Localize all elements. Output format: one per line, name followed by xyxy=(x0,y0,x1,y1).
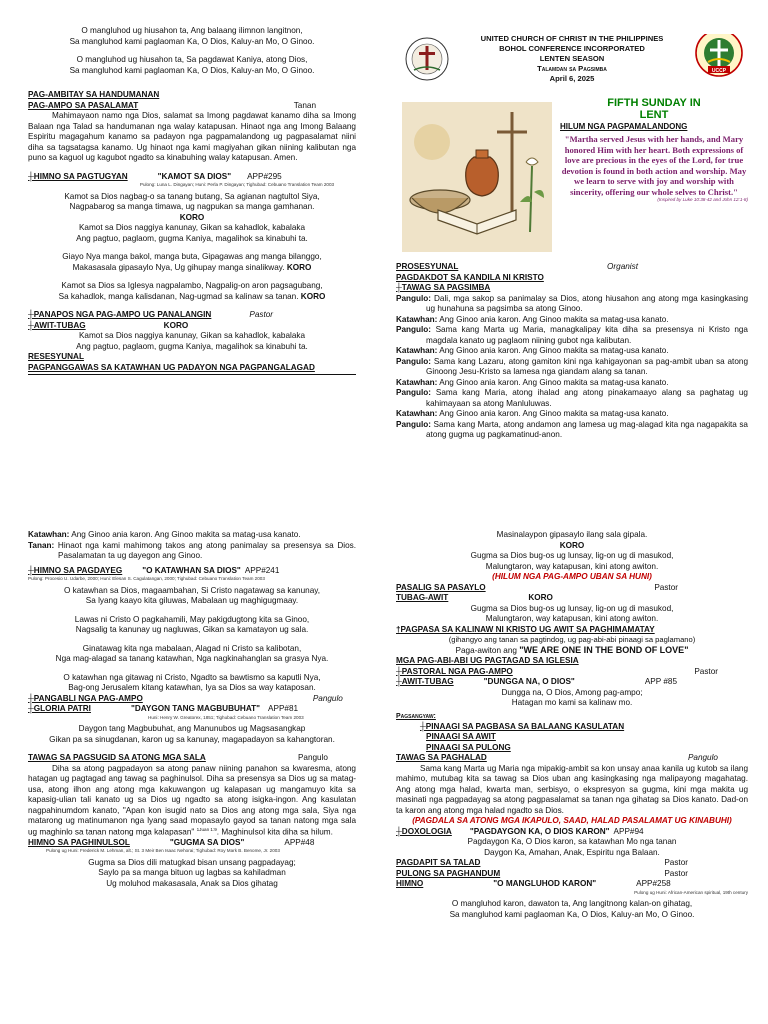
theme-quote: "Martha served Jesus with her hands, and Mary honored Him with her heart. Both expressions of love are precious in the eyes of the Lord, for true devotion is found in both action and worship. May we learn to serve with joy and worship with sincerity, offering our whole selves to Christ." xyxy=(561,134,747,197)
chorus-label: KORO xyxy=(286,262,312,272)
hymn-verse-line: Daygon tang Magbubuhat, ang Manunubos ug Magsasangkap xyxy=(78,724,306,733)
hymn-number: APP #85 xyxy=(644,677,677,687)
chorus-label: KORO xyxy=(179,212,205,222)
hymn-number: APP#48 xyxy=(284,837,315,847)
hymn-verse-line: Bag-ong Jerusalem kitang katawhan, Iya sa Dios sa way kataposan. xyxy=(68,683,316,692)
chorus-label: KORO xyxy=(528,593,553,602)
quote-source: (Inspired by Luke 10:38-42 and John 12:1-8) xyxy=(657,197,748,203)
leader-label: Pastor xyxy=(664,858,688,868)
hymn-verse-line: Malungtaron, way katapusan, kini atong awiton. xyxy=(485,561,659,571)
hymn-verse-line: Ug moluhod makasasala, Anak sa Dios gihatag xyxy=(106,878,278,888)
section-heading: ┼PANAPOS NGA PAG-AMPO UG PANALANGIN xyxy=(28,310,212,319)
section-heading: HIMNO SA PAGHINULSOL xyxy=(28,837,130,847)
section-heading: Pagsangyaw: xyxy=(396,712,436,720)
hymn-verse-line: Makasasala gipasaylo Nya, Ug gihupay manga sinalikway. xyxy=(72,262,285,272)
hymn-verse-line: Saylo pa sa manga bituon ug lagbas sa kahiladman xyxy=(98,868,286,878)
hymn-verse-line: O mangluhod karon, dawaton ta, Ang langitnong kalan-on gihatag, xyxy=(451,899,693,909)
sunday-title-line2: LENT xyxy=(639,108,669,121)
sermon-part: PINAAGI SA PULONG xyxy=(426,742,511,752)
section-heading: HIMNO xyxy=(396,879,424,889)
litany-line xyxy=(396,315,748,326)
instruction-note: (gihangyo ang tanan sa pagtindog, ug pag-abi-abi pinaagi sa paglamano) xyxy=(448,635,696,644)
hymn-verse-line: Gikan pa sa sinugdanan, karon ug sa kanunay, magapadayon sa kahangtoran. xyxy=(49,734,335,744)
hymn-verse-line: Gugma sa Dios dili matugkad bisan unsang pagpadayag; xyxy=(88,857,296,867)
offering-text: Sama kang Marta ug Maria nga mipakig-ambit sa kon unsay anaa kanila ug kutob sa ilang mahimo, mutubag kita sa tawag sa Dios uban ang kasingkasing nga malipayong magahatag. Ang atong mga halad, kwarta man, serbisyo, o ekspresyon sa gugma, kini mga makita ug masinati nga pagpadayag sa atong pagpasalamat sa tanan nga gihatag sa Dios kanato. Dad-on ta karon ang atong mga halad ngadto sa Dios. xyxy=(396,763,748,815)
response-text: Hinaot nga kami mahimong takos ang atong panimalay sa presensya sa Dios. Pasalamatan ta ug dayegon ang Ginoo. xyxy=(57,540,356,560)
hymn-title: "O MANGLUHOD KARON" xyxy=(493,879,597,889)
org-conference: BOHOL CONFERENCE INCORPORATED xyxy=(499,44,645,54)
chorus-label: KORO xyxy=(300,291,326,301)
litany-line xyxy=(396,378,748,389)
panel-top-left xyxy=(28,26,356,496)
hymn-number: APP#94 xyxy=(613,826,644,836)
hymn-verse-line: Lawas ni Cristo O pagkahamili, May pakigdugtong kita sa Ginoo, xyxy=(74,614,310,624)
call-to-worship-litany xyxy=(396,294,748,441)
hymn-verse-line: Ang pagtuo, paglaom, gugma Kaniya, magalihok sa kinabuhi ta. xyxy=(76,233,308,243)
section-heading: TUBAG-AWIT xyxy=(396,593,449,602)
hymn-verse-line: Nga mag-alagad sa tanang katawhan, Nga nagkinahanglan sa grasya Nya. xyxy=(55,654,329,663)
panel-top-right xyxy=(396,34,748,494)
hymn-verse-line: Nagsalig ta kanunay ug nagluwas, Gikan sa kamatayon ug sala. xyxy=(75,625,309,634)
litany-text: Ang Ginoo ania karon. Ang Ginoo makita sa matag-usa kanato. xyxy=(439,314,669,324)
hymn-number: APP#295 xyxy=(247,171,282,181)
speaker-label: Pangulo: xyxy=(396,419,432,429)
rubric-note: (PAGDALA SA ATONG MGA IKAPULO, SAAD, HALAD PASALAMAT UG KINABUHI) xyxy=(412,816,732,826)
hymn-verse-line: Daygon Ka, Amahan, Anak, Espiritu nga Balaan. xyxy=(484,847,660,857)
section-heading: ┼AWIT-TUBAG xyxy=(396,677,454,687)
leader-label: Pangulo xyxy=(687,753,718,763)
hymn-verse-line: Giayo Nya manga bakol, manga buta, Gipagawas ang manga bilanggo, xyxy=(62,252,322,261)
hymn-title: "O KATAWHAN SA DIOS" xyxy=(142,565,241,575)
leader-label: Pangulo xyxy=(297,753,328,762)
section-heading: PULONG SA PAGHANDUM xyxy=(396,868,501,878)
season-label: LENTEN SEASON xyxy=(539,54,605,64)
hymn-title: "PAGDAYGON KA, O DIOS KARON" xyxy=(469,826,610,836)
leader-label: Pastor xyxy=(249,310,274,319)
section-heading: RESESYUNAL xyxy=(28,352,84,361)
hymn-verse-line: Nagpabarog sa manga timawa, ug nagpukan sa manga gamhanan. xyxy=(69,202,315,211)
section-heading: ┼TAWAG SA PAGSIMBA xyxy=(396,283,491,292)
section-heading: ┼AWIT-TUBAG xyxy=(28,320,86,330)
conference-logo-text: UCCP xyxy=(711,68,727,74)
hymn-verse-line: Dungga na, O Dios, Among pag-ampo; xyxy=(501,687,643,697)
litany-text: Sama kang Marta, atong andamon ang lamesa ug mag-alagad kita nga nagapakita sa atong gugma ug pagkamatinud-anon. xyxy=(426,419,748,439)
speaker-label: Pangulo: xyxy=(396,388,432,397)
hymn-verse-line: Kamot sa Dios sa Iglesya nagpalambo, Nagpalig-on aron pagsagubang, xyxy=(61,281,323,290)
song-title: "WE ARE ONE IN THE BOND OF LOVE" xyxy=(519,644,689,655)
hymn-number: APP#258 xyxy=(636,879,671,889)
sunday-title-line1: FIFTH SUNDAY IN xyxy=(607,97,701,109)
hymn-title: "KAMOT SA DIOS" xyxy=(157,171,232,181)
sermon-part: PINAAGI SA AWIT xyxy=(426,732,496,742)
hymn-verse-line: O mangluhod ug hiusahon ta, Sa pagdawat Kaniya, atong Dios, xyxy=(76,55,308,64)
speaker-label: Katawhan: xyxy=(396,409,438,418)
leader-label: Pastor xyxy=(654,582,678,592)
hymn-verse-line: Ang pagtuo, paglaom, gugma Kaniya, magalihok sa kinabuhi ta. xyxy=(76,341,308,351)
section-heading: TAWAG SA PAGHALAD xyxy=(396,753,487,763)
hymn-verse-line: Hatagan mo kami sa kalinaw mo. xyxy=(511,698,633,708)
hymn-verse-line: O katawhan nga gitawag ni Cristo, Ngadto sa bawtismo sa kaputli Nya, xyxy=(63,672,321,682)
litany-line xyxy=(396,420,748,441)
hymn-verse-line: Malungtaron, way katapusan, kini atong awiton. xyxy=(485,614,659,623)
litany-line xyxy=(396,409,748,420)
litany-text: Dali, mga sakop sa panimalay sa Dios, atong hiusahon ang atong mga kasingkasing ug hunahuna sa pagsimba sa atong Ginoo. xyxy=(426,293,748,313)
org-name: UNITED CHURCH OF CHRIST IN THE PHILIPPINES xyxy=(480,34,664,43)
hymn-credits: Pulong ug Huni: African-American spiritual, 19th century xyxy=(634,889,748,895)
hymn-verse-line: O katawhan sa Dios, magaambahan, Si Cristo nagatawag sa kanunay, xyxy=(63,585,321,595)
litany-line xyxy=(396,325,748,346)
section-heading: PASALIG SA PASAYLO xyxy=(396,582,486,592)
section-heading: PROSESYUNAL xyxy=(396,262,459,271)
litany-text: Sama kang Lazaru, atong gamiton kini nga kahigayonan sa pag-ambit uban sa atong Ginoong Jesu-Kristo sa lamesa nga giandam alang sa tanan. xyxy=(426,356,748,376)
speaker-label: Katawhan: xyxy=(28,530,70,539)
hymn-verse-line: Kamot sa Dios naggiya kanunay, Gikan sa kahadlok, kabalaka xyxy=(78,331,306,340)
section-heading: PAG-AMPO SA PASALAMAT xyxy=(28,100,139,110)
section-heading: MGA PAG-ABI-ABI UG PAGTAGAD SA IGLESIA xyxy=(396,656,579,666)
section-heading: PAG-AMBITAY SA HANDUMANAN xyxy=(28,90,160,99)
scripture-reference: 1Juan 1:9 xyxy=(196,826,217,832)
lenten-artwork xyxy=(402,102,552,252)
hymn-verse-line: Masinalaypon gipasaylo ilang sala gipala. xyxy=(496,530,648,539)
hymn-verse-line: Pagdaygon Ka, O Dios karon, sa katawhan Mo nga tanan xyxy=(467,837,677,847)
litany-line xyxy=(396,388,748,409)
litany-text: Ang Ginoo ania karon. Ang Ginoo makita sa matag-usa kanato. xyxy=(439,409,669,418)
hymn-verse-line: Kamot sa Dios naggiya kanunay, Gikan sa kahadlok, kabalaka xyxy=(78,223,306,232)
litany-text: Ang Ginoo ania karon. Ang Ginoo makita sa matag-usa kanato. xyxy=(439,346,669,355)
hymn-verse-line: Kamot sa Dios nagbag-o sa tanang butang, Sa agianan nagtultol Siya, xyxy=(64,191,320,201)
speaker-label: Katawhan: xyxy=(396,377,438,387)
leader-label: Pastor xyxy=(664,868,688,878)
section-heading: PAGDAPIT SA TALAD xyxy=(396,858,481,868)
speaker-label: Tanan: xyxy=(28,540,55,550)
hymn-title: "DAYGON TANG MAGBUBUHAT" xyxy=(130,704,261,713)
section-heading: †PAGPASA SA KALINAW NI KRISTO UG AWIT SA PAGHIMAMATAY xyxy=(396,624,655,634)
hymn-credits: Huni: Henry W. Greatorex, 1851; Tighubad: Cebuano Translation Team 2003 xyxy=(148,714,304,720)
hymn-verse-line: Gugma sa Dios bug-os ug lunsay, lig-on ug di masukod, xyxy=(470,603,674,613)
hymn-title: "GUGMA SA DIOS" xyxy=(169,837,245,847)
hymn-verse-line: Sa mangluhod kami paglaoman Ka, O Dios, Kaluy-an Mo, O Ginoo. xyxy=(449,909,695,919)
litany-line xyxy=(396,294,748,315)
leader-label: Organist xyxy=(607,262,638,271)
service-date: April 6, 2025 xyxy=(549,74,595,84)
section-heading: HILUM NGA PAGPAMALANDONG xyxy=(560,122,688,132)
leader-label: Pastor xyxy=(694,666,718,676)
section-heading: ┼PASTORAL NGA PAG-AMPO xyxy=(396,666,513,676)
section-heading: ┼DOXOLOGIA xyxy=(396,826,452,836)
section-heading: ┼HIMNO SA PAGDAYEG xyxy=(28,565,123,575)
litany-line xyxy=(396,357,748,378)
speaker-label: Katawhan: xyxy=(396,346,438,355)
chorus-label: KORO xyxy=(163,320,189,330)
conference-logo xyxy=(694,34,744,78)
hymn-credits: Pulong ug Huni: Frederick M. Lehman, alt.; St. 3 Meir Ben Isaac Nehorai; Tighubad: Roy Mark B. Benome, Jr. 2003 xyxy=(46,848,280,854)
hymn-verse-line: Sa mangluhod kami paglaoman Ka, O Dios, Kaluy-an Mo, O Ginoo. xyxy=(69,36,315,46)
hymn-title: "DUNGGA NA, O DIOS" xyxy=(483,677,575,687)
hymn-verse-line: Sa lyang kaayo kita giluwas, Mabalaan ug maghigugmaay. xyxy=(85,596,299,605)
speaker-label: Pangulo: xyxy=(396,293,432,303)
response-text: Ang Ginoo ania karon. Ang Ginoo makita sa matag-usa kanato. xyxy=(71,530,301,539)
speaker-label: Katawhan: xyxy=(396,314,438,324)
rubric-note: (HILUM NGA PAG-AMPO UBAN SA HUNI) xyxy=(492,572,652,581)
sermon-part: ┼PINAAGI SA PAGBASA SA BALAANG KASULATAN xyxy=(420,721,625,731)
instruction-text: Paga-awiton ang xyxy=(455,645,517,655)
speaker-label: Pangulo: xyxy=(396,325,432,334)
speaker-label: Pangulo: xyxy=(396,356,432,366)
section-heading: ┼HIMNO SA PAGTUGYAN xyxy=(28,171,128,181)
hymn-number: APP#241 xyxy=(244,565,280,575)
leader-label: Tanan xyxy=(293,100,316,110)
hymn-number: APP#81 xyxy=(268,704,299,713)
hymn-verse-line: Sa mangluhod kami paglaoman Ka, O Dios, Kaluy-an Mo, O Ginoo. xyxy=(69,65,315,75)
hymn-credits: Pulong: Luna L. Dingayan; Huni: Perla P. Dingayan; Tighubad: Cebuano Translation Team 2003 xyxy=(139,182,335,187)
panel-bottom-left xyxy=(28,530,356,1000)
prayer-text: Mahimayaon namo nga Dios, salamat sa Imong pagdawat kanamo diha sa Imong Balaan nga Talad sa handumanan nga walay katapusan. Hinaot nga ang Imong Balaang Espiritu magagahum kanamo sa padayon nga pagpamalandong ug pagpasalamat niini diha sa tagsatagsa kanamo. Ug hinaot nga kami magiyahan gikan niining kalibutan nga puno sa kaguol ug kagubot ngadto sa kinabuhing walay katapusan. Amen. xyxy=(28,111,356,162)
hymn-credits: Pulong: Procesio U. Udarbe, 2000; Huni: Elesan S. Cagulatangan, 2000; Tighubad: Cebuano Translation Team 2003 xyxy=(28,576,265,581)
hymn-verse-line: Ginatawag kita nga mabalaan, Alagad ni Cristo sa kalibotan, xyxy=(82,643,302,653)
litany-text: Ang Ginoo ania karon. Ang Ginoo makita sa matag-usa kanato. xyxy=(439,377,669,387)
section-heading: PAGPANGGAWAS SA KATAWHAN UG PADAYON NGA PAGPANGALAGAD xyxy=(28,363,356,376)
hymn-verse-line: Sa kahadlok, manga kalisdanan, Nag-ugmad sa kalinaw sa tanan. xyxy=(58,291,299,301)
section-heading: ┼PANGABLI NGA PAG-AMPO xyxy=(28,693,143,703)
litany-text: Sama kang Maria, atong ihalad ang atong pinakamaayo alang sa paghatag ug kahimayaan sa atong Manluluwas. xyxy=(426,388,748,408)
hymn-verse-line: Gugma sa Dios bug-os ug lunsay, lig-on ug di masukod, xyxy=(470,551,674,560)
leader-label: Pangulo xyxy=(312,693,343,703)
section-heading: PAGDAKDOT SA KANDILA NI KRISTO xyxy=(396,272,544,282)
section-heading: TAWAG SA PAGSUGID SA ATONG MGA SALA xyxy=(28,753,206,762)
section-heading: ┼GLORIA PATRI xyxy=(28,704,91,713)
litany-text: Sama kang Marta ug Maria, managkalipay kita diha sa presensya ni Kristo nga magdala kanato ug paglaom niining gubot nga kalibutan. xyxy=(426,325,748,345)
confession-text: Diha sa atong pagpadayon sa atong panaw niining panahon sa kwaresma, atong hatagan ug pagtagad ang tawag sa paghinulsol. Diha sa presensya sa Dios ug sa matag-usa, atong ilhon ang atong mga kakuwangon ug kalapasan ug mangamuyo kita sa kapasig-ulian tali kanato ug sa Dios ug ngadto sa atong isigka-ingon. Ang kasulatan nagpahinumdom kanato, "Apan kon isugid nato sa Dios ang atong mga sala, Siya nga matarong ug matinumanon nga lyang saad mopasaylo gayod sa tanan natong mga sala ug maghinlo sa tanan natong mga kalapasan" $^{1Juan 1:9}$. Maghinulsol kita diha sa hilum. xyxy=(28,763,356,837)
litany-line xyxy=(396,346,748,357)
order-of-worship-label: Talamdan sa Pagsimba xyxy=(537,64,607,74)
theme-block xyxy=(560,98,748,203)
chorus-label: KORO xyxy=(559,540,585,550)
hymn-verse-line: O mangluhod ug hiusahon ta, Ang balaang ilimnon langitnon, xyxy=(81,26,303,35)
panel-bottom-right xyxy=(396,530,748,1000)
church-logo xyxy=(404,36,450,82)
